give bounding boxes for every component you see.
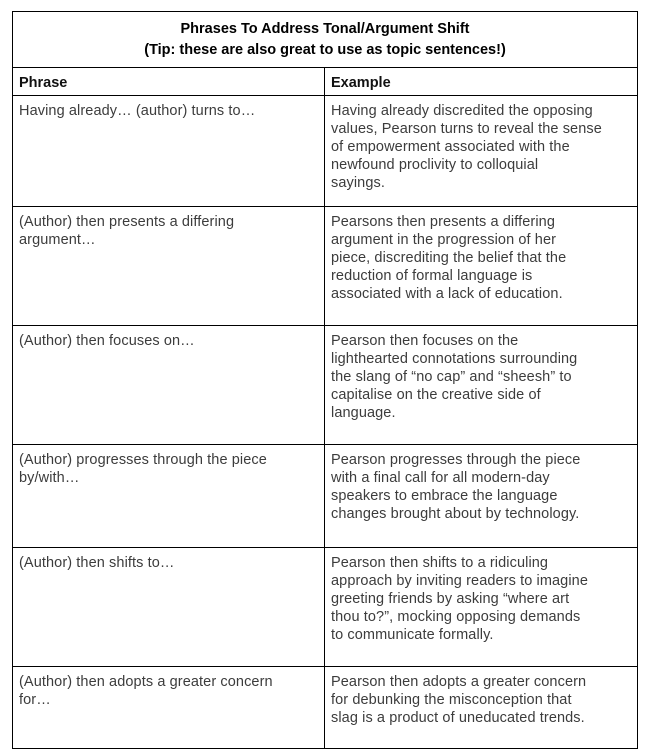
example-text: changes brought about by technology. [331, 506, 580, 522]
table-row [13, 548, 638, 667]
example-cell [325, 445, 638, 548]
phrase-cell [13, 96, 325, 207]
example-text: approach by inviting readers to imagine [331, 573, 588, 589]
title-tip: (Tip: these are also great to use as topic sentences!) [144, 41, 506, 58]
phrase-column-header: Phrase [13, 68, 325, 96]
table-row [13, 667, 638, 749]
table-row [13, 96, 638, 207]
phrase-text: (Author) then shifts to… [19, 555, 175, 571]
example-text: reduction of formal language is [331, 268, 533, 284]
table-title [13, 12, 638, 68]
table-row [13, 445, 638, 548]
phrase-text: (Author) then adopts a greater concern [19, 674, 273, 690]
title-heading: Phrases To Address Tonal/Argument Shift [180, 20, 470, 37]
phrase-text: Having already… (author) turns to… [19, 103, 256, 119]
phrase-text: by/with… [19, 470, 80, 486]
example-cell [325, 207, 638, 326]
example-cell [325, 667, 638, 749]
example-text: Pearson progresses through the piece [331, 452, 581, 468]
example-text: Having already discredited the opposing [331, 103, 593, 119]
example-text: of empowerment associated with the [331, 139, 570, 155]
table-row [13, 207, 638, 326]
example-text: the slang of “no cap” and “sheesh” to [331, 369, 572, 385]
example-text: associated with a lack of education. [331, 286, 563, 302]
example-text: argument in the progression of her [331, 232, 557, 248]
example-text: Pearson then focuses on the [331, 333, 519, 349]
phrase-text: (Author) then focuses on… [19, 333, 195, 349]
example-text: language. [331, 405, 396, 421]
phrase-text: argument… [19, 232, 96, 248]
phrase-cell [13, 548, 325, 667]
example-text: with a final call for all modern-day [331, 470, 550, 486]
phrase-text: (Author) then presents a differing [19, 214, 235, 230]
example-text: Pearsons then presents a differing [331, 214, 555, 230]
example-text: lighthearted connotations surrounding [331, 351, 578, 367]
example-text: slag is a product of uneducated trends. [331, 710, 585, 726]
example-column-header: Example [325, 68, 638, 96]
example-cell [325, 326, 638, 445]
example-text: greeting friends by asking “where art [331, 591, 570, 607]
example-text: for debunking the misconception that [331, 692, 572, 708]
example-text: thou to?”, mocking opposing demands [331, 609, 581, 625]
phrase-table [12, 11, 638, 749]
example-text: Pearson then adopts a greater concern [331, 674, 587, 690]
example-text: values, Pearson turns to reveal the sense [331, 121, 602, 137]
example-text: piece, discrediting the belief that the [331, 250, 567, 266]
title-row [13, 12, 638, 68]
header-row [13, 68, 638, 96]
phrase-text: (Author) progresses through the piece [19, 452, 267, 468]
phrase-cell [13, 445, 325, 548]
example-text: to communicate formally. [331, 627, 494, 643]
example-cell [325, 96, 638, 207]
phrase-cell [13, 667, 325, 749]
table-row [13, 326, 638, 445]
example-text: capitalise on the creative side of [331, 387, 541, 403]
phrase-cell [13, 207, 325, 326]
example-cell [325, 548, 638, 667]
example-text: newfound proclivity to colloquial [331, 157, 539, 173]
example-text: sayings. [331, 175, 385, 191]
document-page [12, 11, 637, 749]
example-text: Pearson then shifts to a ridiculing [331, 555, 549, 571]
phrase-text: for… [19, 692, 51, 708]
phrase-cell [13, 326, 325, 445]
example-text: speakers to embrace the language [331, 488, 558, 504]
